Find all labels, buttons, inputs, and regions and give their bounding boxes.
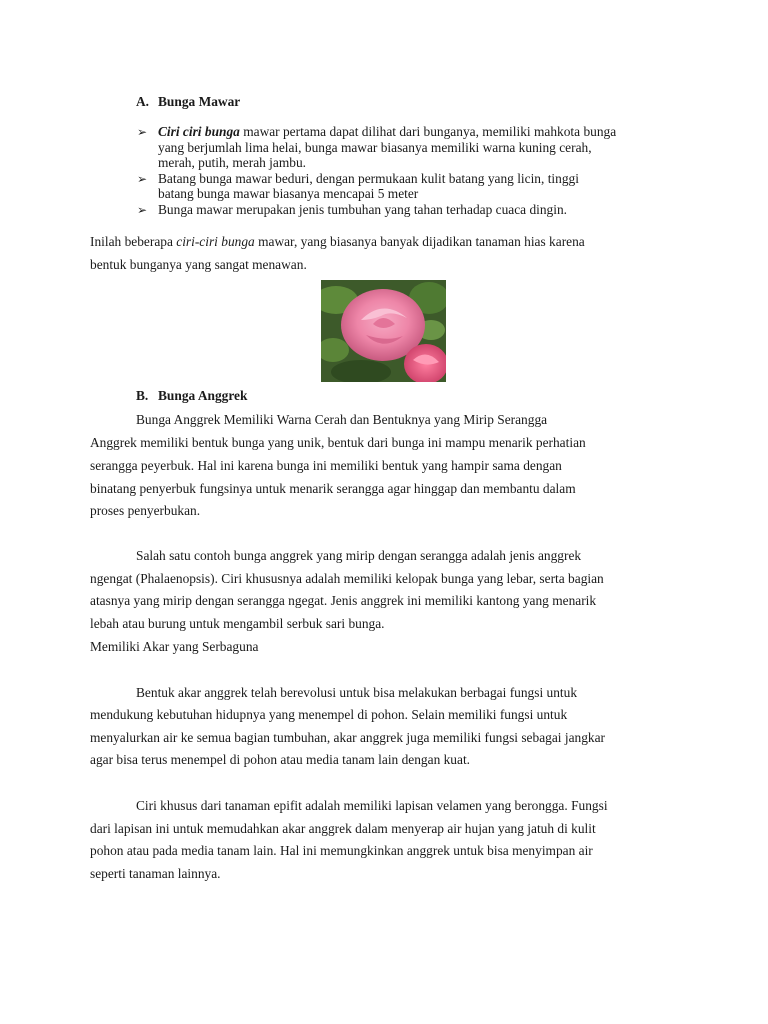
bullet-3-line-1: Bunga mawar merupakan jenis tumbuhan yang tahan terhadap cuaca dingin. [158,202,568,217]
para1-line-3: binatang penyerbuk fungsinya untuk menarik serangga agar hinggap dan membantu dalam [90,481,576,496]
para2-line-2: ngengat (Phalaenopsis). Ciri khususnya adalah memiliki kelopak bunga yang lebar, serta bagian [90,571,604,586]
bullet-1-lead: Ciri ciri bunga [158,124,240,139]
arrow-bullet-icon: ➢ [137,203,148,217]
para1-line-1: Anggrek memiliki bentuk bunga yang unik, bentuk dari bunga ini mampu menarik perhatian [90,435,586,450]
summary-post: mawar, yang biasanya banyak dijadikan tanaman hias karena [254,234,585,249]
rose-photo [321,280,446,382]
section-b-title: Bunga Anggrek [158,388,248,403]
bullet-2-line-2: batang bunga mawar biasanya mencapai 5 meter [158,186,419,201]
para4-line-4: seperti tanaman lainnya. [90,866,221,881]
rose-image [321,280,446,382]
bullet-1-line-3: merah, putih, merah jambu. [158,155,306,170]
para3-line-3: menyalurkan air ke semua bagian tumbuhan, akar anggrek juga memiliki fungsi sebagai jangkar [90,730,605,745]
section-b-subtitle: Bunga Anggrek Memiliki Warna Cerah dan Bentuknya yang Mirip Serangga [136,412,548,427]
para2-line-3: atasnya yang mirip dengan serangga ngegat. Jenis anggrek ini memiliki kantong yang menarik [90,593,597,608]
para3-line-4: agar bisa terus menempel di pohon atau media tanam lain dengan kuat. [90,752,471,767]
para4-line-2: dari lapisan ini untuk memudahkan akar anggrek dalam menyerap air hujan yang jatuh di kulit [90,821,596,836]
para2-line-4: lebah atau burung untuk mengambil serbuk sari bunga. [90,616,385,631]
section-a-title: Bunga Mawar [158,94,241,109]
bullet-2-line-1: Batang bunga mawar beduri, dengan permukaan kulit batang yang licin, tinggi [158,171,579,186]
para3-line-2: mendukung kebutuhan hidupnya yang menempel di pohon. Selain memiliki fungsi untuk [90,707,568,722]
para4-line-1: Ciri khusus dari tanaman epifit adalah memiliki lapisan velamen yang berongga. Fungsi [136,798,608,813]
subheading-akar: Memiliki Akar yang Serbaguna [90,639,259,654]
summary-italic: ciri-ciri bunga [176,234,255,249]
para2-line-1: Salah satu contoh bunga anggrek yang mirip dengan serangga adalah jenis anggrek [136,548,582,563]
para4-line-3: pohon atau pada media tanam lain. Hal ini memungkinkan anggrek untuk bisa menyimpan air [90,843,593,858]
para1-line-2: serangga peyerbuk. Hal ini karena bunga ini memiliki bentuk yang hampir sama dengan [90,458,562,473]
section-b-label: B. [136,388,149,403]
summary-pre: Inilah beberapa [90,234,177,249]
bullet-1-line-1-rest: mawar pertama dapat dilihat dari bunganya, memiliki mahkota bunga [239,124,617,139]
summary-line-2: bentuk bunganya yang sangat menawan. [90,257,307,272]
arrow-bullet-icon: ➢ [137,125,148,139]
bullet-1-line-1 [158,124,616,140]
summary-line-1 [90,234,585,250]
section-a-label: A. [136,94,150,109]
para1-line-4: proses penyerbukan. [90,503,201,518]
para3-line-1: Bentuk akar anggrek telah berevolusi untuk bisa melakukan berbagai fungsi untuk [136,685,578,700]
bullet-1-line-2: yang berjumlah lima helai, bunga mawar biasanya memiliki warna kuning cerah, [158,140,592,155]
arrow-bullet-icon: ➢ [137,172,148,186]
